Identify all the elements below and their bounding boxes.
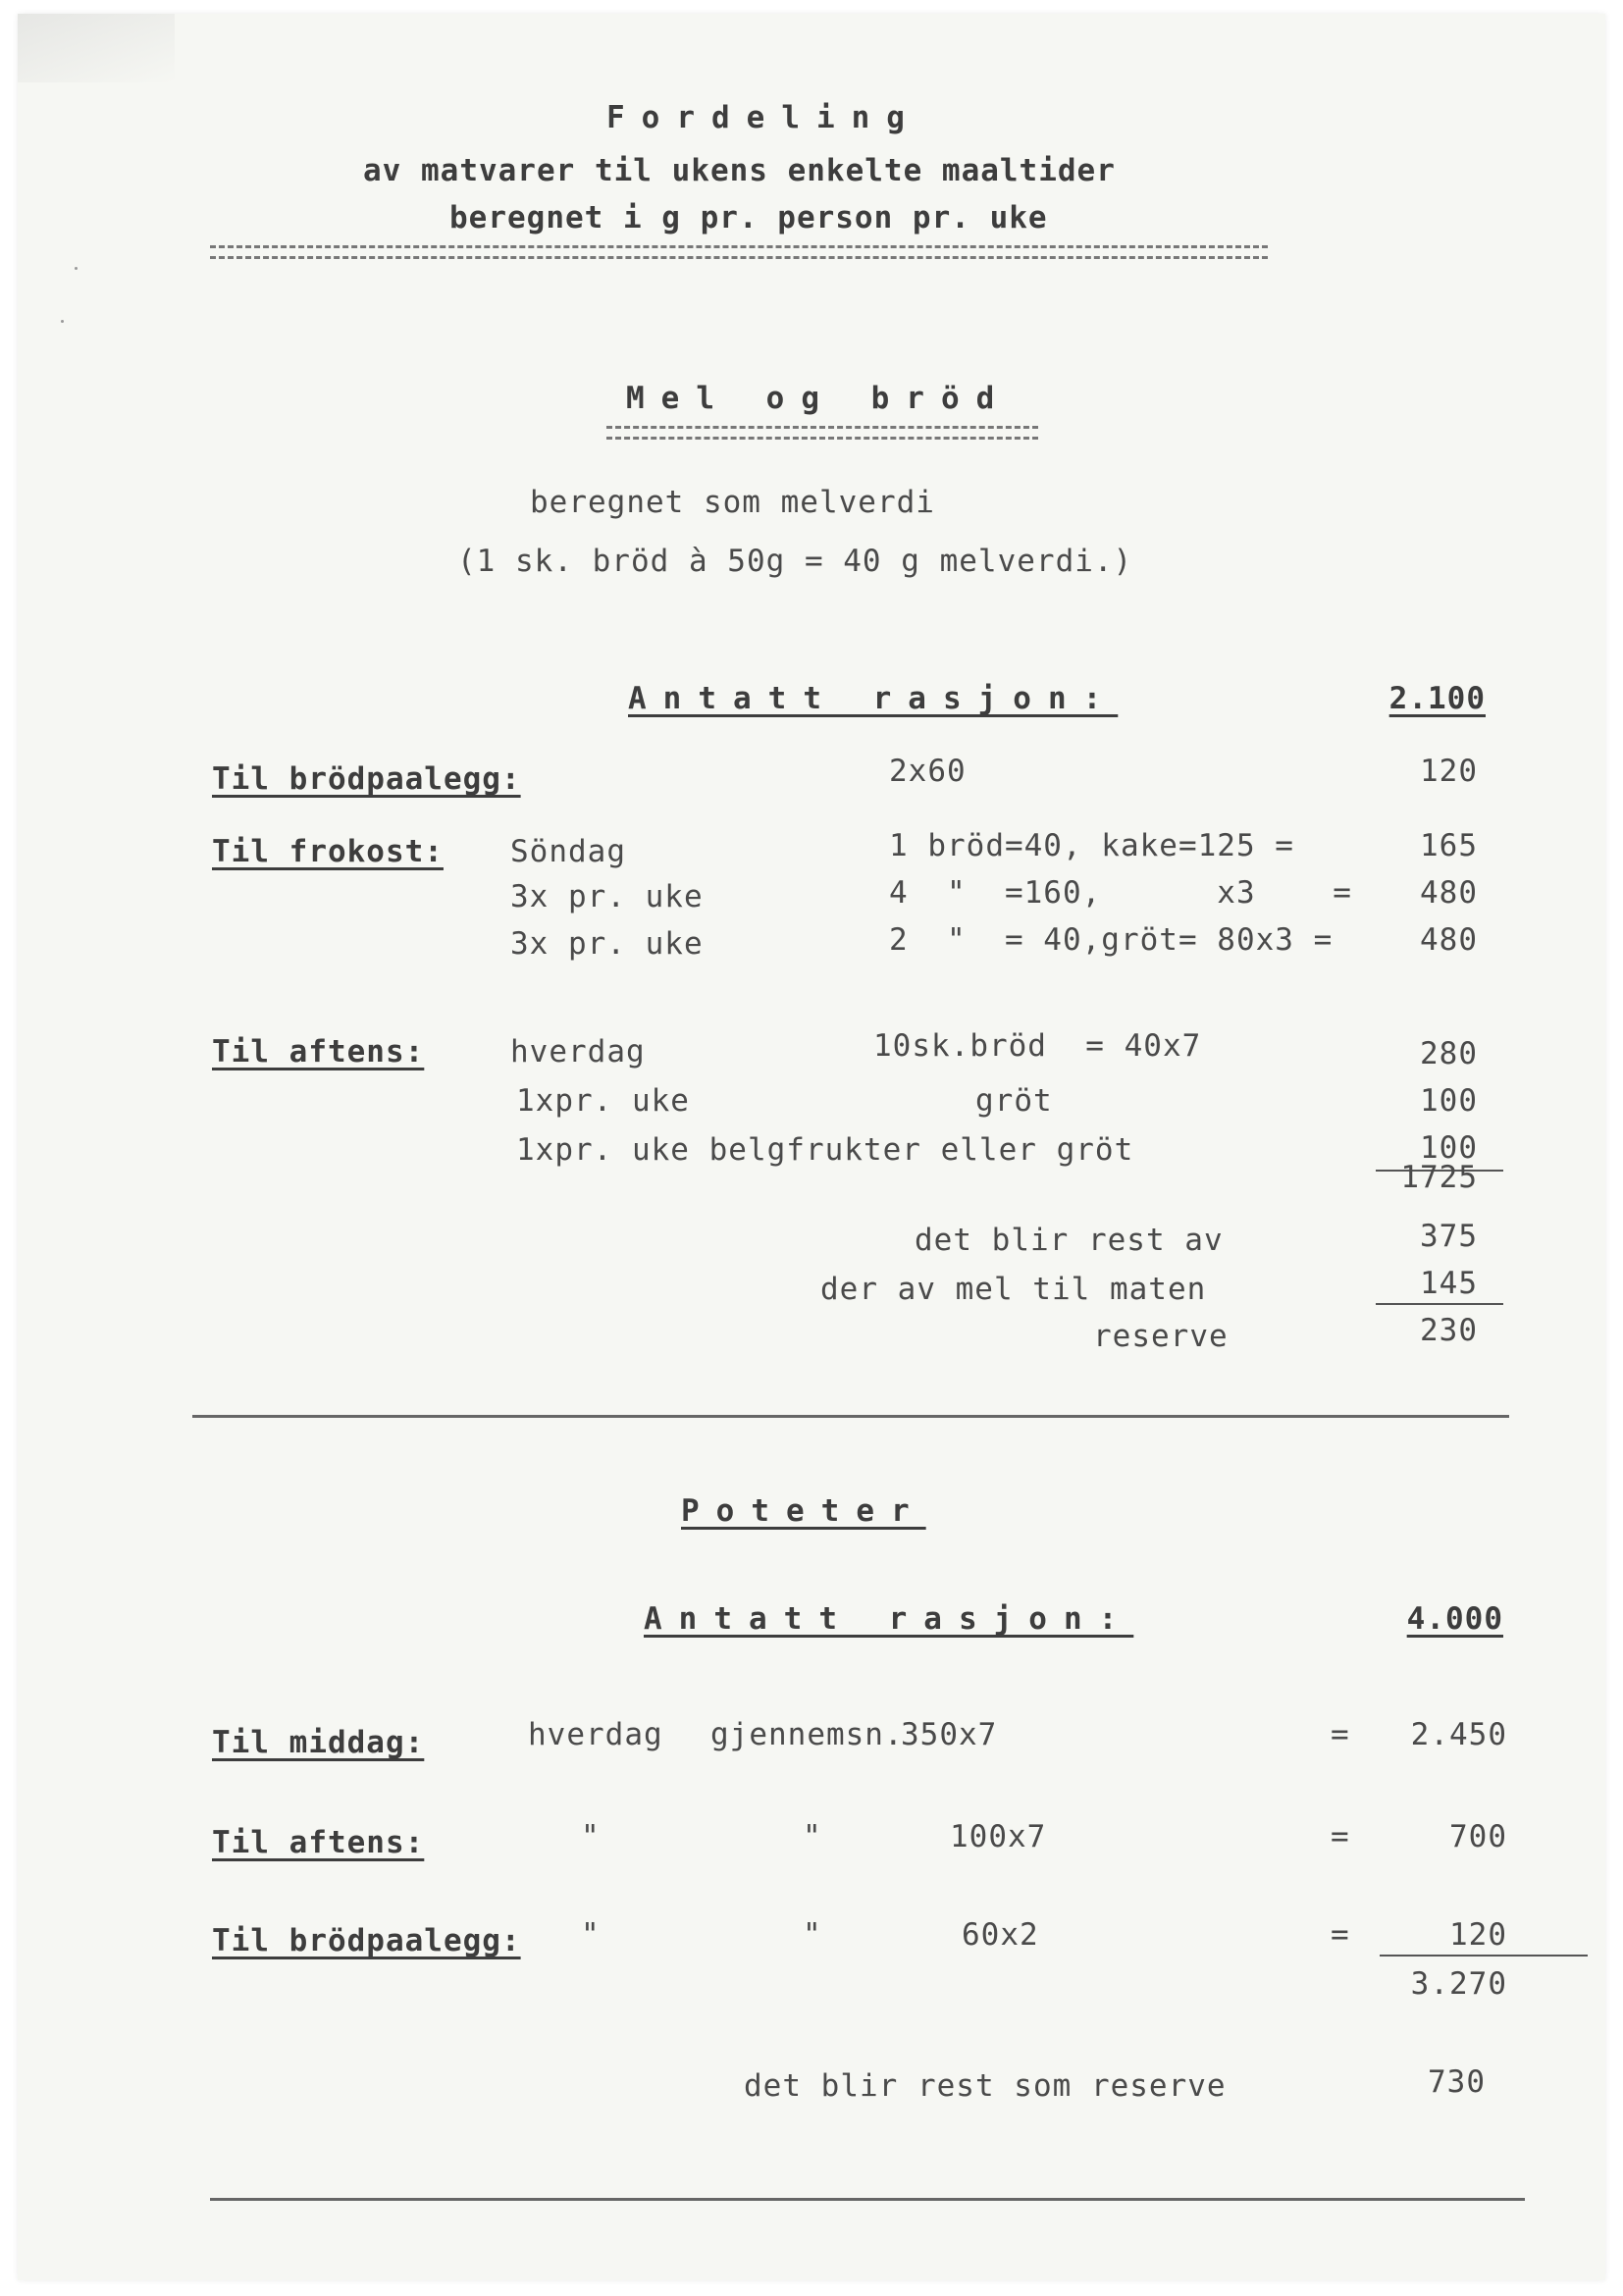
doc-subtitle: av matvarer til ukens enkelte maaltider: [363, 153, 1116, 188]
row-eq: =: [1331, 1717, 1350, 1752]
row-calc: 100x7: [950, 1819, 1047, 1854]
pot-rasjon-label: Antatt rasjon:: [644, 1601, 1134, 1637]
row-calc: gröt: [975, 1083, 1053, 1119]
row-what: 1xpr. uke: [516, 1083, 690, 1119]
reserve-label: reserve: [1093, 1319, 1229, 1354]
row-value: 700: [1449, 1819, 1507, 1854]
header-double-rule: [210, 245, 1268, 259]
row-value: 120: [1449, 1917, 1507, 1953]
row-eq: =: [1331, 1819, 1350, 1854]
row-label: Til middag:: [212, 1725, 425, 1760]
row-b: ": [803, 1819, 822, 1854]
pot-reserve-value: 730: [1428, 2064, 1486, 2100]
sum-line: [1376, 1303, 1503, 1305]
sum-line: [1380, 1955, 1588, 1957]
row-value: 165: [1420, 828, 1478, 863]
row-value: 480: [1420, 875, 1478, 911]
row-a: ": [581, 1917, 601, 1953]
row-calc: 350x7: [901, 1717, 998, 1752]
row-calc: 60x2: [962, 1917, 1039, 1953]
row-calc: 2 " = 40,gröt= 80x3 =: [889, 922, 1334, 958]
mel-rasjon-value: 2.100: [1388, 681, 1486, 716]
row-b: gjennemsn.: [710, 1717, 904, 1752]
row-value: 120: [1420, 754, 1478, 789]
row-a: hverdag: [528, 1717, 663, 1752]
row-what: 3x pr. uke: [510, 879, 704, 914]
section-divider: [192, 1415, 1509, 1418]
doc-subtitle-2: beregnet i g pr. person pr. uke: [449, 200, 1048, 235]
mel-total: 1725: [1400, 1160, 1478, 1195]
row-b: ": [803, 1917, 822, 1953]
row-label: Til frokost:: [212, 834, 444, 869]
reserve-value: 230: [1420, 1313, 1478, 1348]
row-calc: 2x60: [889, 754, 967, 789]
row-eq: =: [1331, 1917, 1350, 1953]
doc-title: Fordeling: [606, 100, 921, 135]
row-calc: 1 bröd=40, kake=125 =: [889, 828, 1294, 863]
row-calc: 4 " =160, x3 =: [889, 875, 1352, 911]
rest-value: 375: [1420, 1219, 1478, 1254]
row-value: 480: [1420, 922, 1478, 958]
row-label: Til aftens:: [212, 1034, 425, 1070]
row-label: Til aftens:: [212, 1825, 425, 1860]
mel-rasjon-label: Antatt rasjon:: [628, 681, 1119, 716]
row-label: Til brödpaalegg:: [212, 761, 521, 797]
pot-reserve-label: det blir rest som reserve: [744, 2068, 1227, 2104]
rest-label: det blir rest av: [915, 1223, 1224, 1258]
section-title-poteter: Poteter: [681, 1493, 926, 1529]
row-calc: 10sk.bröd = 40x7: [873, 1028, 1202, 1064]
row-value: 280: [1420, 1036, 1478, 1071]
row-value: 100: [1420, 1083, 1478, 1119]
row-value: 2.450: [1410, 1717, 1507, 1752]
mel-title-double-rule: [606, 426, 1038, 440]
row-what: 3x pr. uke: [510, 926, 704, 962]
row-what: hverdag: [510, 1034, 646, 1070]
bottom-divider: [210, 2198, 1525, 2201]
row-value: 100: [1420, 1130, 1478, 1166]
maten-value: 145: [1420, 1266, 1478, 1301]
pot-rasjon-value: 4.000: [1406, 1601, 1503, 1637]
speck: [75, 267, 78, 270]
row-a: ": [581, 1819, 601, 1854]
speck: [61, 320, 64, 323]
page-crease: [18, 14, 175, 82]
pot-total: 3.270: [1410, 1966, 1507, 2002]
maten-label: der av mel til maten: [820, 1272, 1207, 1307]
section-title-mel: Mel og bröd: [626, 381, 1012, 416]
mel-note-2: (1 sk. bröd à 50g = 40 g melverdi.): [457, 544, 1133, 579]
row-what: 1xpr. uke belgfrukter eller gröt: [516, 1132, 1134, 1168]
row-label: Til brödpaalegg:: [212, 1923, 521, 1958]
mel-note: beregnet som melverdi: [530, 485, 935, 520]
row-what: Söndag: [510, 834, 626, 869]
document-page: [18, 14, 1605, 2280]
